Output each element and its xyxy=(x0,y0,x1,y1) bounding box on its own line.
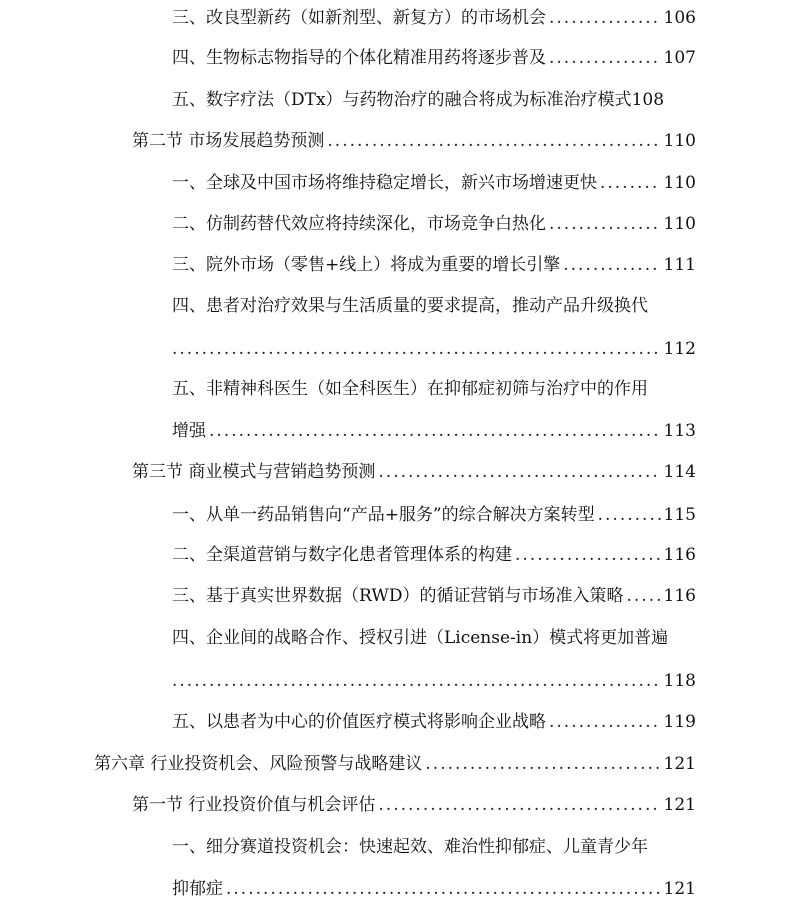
dot-leader xyxy=(563,254,660,276)
dot-leader xyxy=(209,420,661,442)
dot-leader xyxy=(549,47,661,69)
dot-leader xyxy=(549,213,661,235)
toc-entry-continuation[interactable] xyxy=(172,670,696,692)
toc-entry-continuation[interactable] xyxy=(172,420,696,442)
dot-leader xyxy=(226,878,661,900)
toc-entry-page: 110 xyxy=(663,214,696,234)
toc-entry[interactable] xyxy=(132,794,696,816)
dot-leader xyxy=(549,7,661,29)
dot-leader xyxy=(172,338,661,360)
toc-entry-title[interactable]: 一、细分赛道投资机会：快速起效、难治性抑郁症、儿童青少年 xyxy=(172,837,648,857)
toc-entry-title: 五、数字疗法（DTx）与药物治疗的融合将成为标准治疗模式 xyxy=(172,90,632,110)
toc-section-title: 第三节 商业模式与营销趋势预测 xyxy=(132,462,376,482)
toc-entry[interactable] xyxy=(132,461,696,483)
toc-entry-title[interactable]: 四、企业间的战略合作、授权引进（License-in）模式将更加普遍 xyxy=(172,628,669,648)
toc-entry[interactable] xyxy=(172,585,696,607)
dot-leader xyxy=(378,461,660,483)
toc-entry-page: 107 xyxy=(663,48,696,68)
dot-leader xyxy=(515,544,661,566)
toc-entry-page: 118 xyxy=(663,671,696,691)
toc-entry-page: 116 xyxy=(663,586,696,606)
toc-entry-page: 108 xyxy=(631,90,665,110)
toc-entry-page: 106 xyxy=(663,8,696,28)
toc-entry[interactable] xyxy=(132,130,696,152)
dot-leader xyxy=(327,130,660,152)
toc-entry-continuation[interactable] xyxy=(172,338,696,360)
dot-leader xyxy=(600,172,661,194)
toc-entry-title: 三、院外市场（零售+线上）将成为重要的增长引擎 xyxy=(172,255,561,275)
dot-leader xyxy=(378,794,660,816)
toc-entry[interactable] xyxy=(172,544,696,566)
toc-entry[interactable] xyxy=(172,7,696,29)
toc-entry-title: 一、全球及中国市场将维持稳定增长，新兴市场增速更快 xyxy=(172,173,597,193)
dot-leader xyxy=(549,711,661,733)
dot-leader xyxy=(598,504,661,526)
toc-entry-page: 110 xyxy=(663,173,696,193)
toc-entry-title[interactable]: 四、患者对治疗效果与生活质量的要求提高，推动产品升级换代 xyxy=(172,296,648,316)
toc-entry[interactable] xyxy=(172,47,696,69)
toc-section-title: 第二节 市场发展趋势预测 xyxy=(132,131,325,151)
toc-entry[interactable] xyxy=(172,254,696,276)
toc-entry-title: 三、基于真实世界数据（RWD）的循证营销与市场准入策略 xyxy=(172,586,624,606)
toc-entry-page: 111 xyxy=(663,255,696,275)
toc-entry-page: 119 xyxy=(663,712,696,732)
toc-entry[interactable] xyxy=(172,504,696,526)
toc-entry-page: 121 xyxy=(663,754,696,774)
dot-leader xyxy=(172,670,661,692)
toc-entry-page: 116 xyxy=(663,545,696,565)
toc-entry[interactable] xyxy=(172,213,696,235)
dot-leader xyxy=(425,753,660,775)
toc-entry-page: 113 xyxy=(663,421,696,441)
toc-entry[interactable] xyxy=(172,89,696,111)
toc-entry-title: 四、生物标志物指导的个体化精准用药将逐步普及 xyxy=(172,48,546,68)
dot-leader xyxy=(627,585,661,607)
toc-entry[interactable] xyxy=(172,172,696,194)
toc-entry-title: 一、从单一药品销售向“产品+服务”的综合解决方案转型 xyxy=(172,505,595,525)
toc-section-title: 第一节 行业投资价值与机会评估 xyxy=(132,795,376,815)
toc-entry-title: 三、改良型新药（如新剂型、新复方）的市场机会 xyxy=(172,8,546,28)
toc-entry-page: 112 xyxy=(663,339,696,359)
toc-chapter-entry[interactable] xyxy=(94,753,696,775)
toc-entry-title: 抑郁症 xyxy=(172,879,223,899)
toc-entry-page: 121 xyxy=(663,795,696,815)
toc-entry-page: 121 xyxy=(663,879,696,899)
toc-entry-page: 114 xyxy=(663,462,696,482)
toc-entry-page: 110 xyxy=(663,131,696,151)
toc-entry-title: 二、仿制药替代效应将持续深化，市场竞争白热化 xyxy=(172,214,546,234)
toc-entry-title: 增强 xyxy=(172,421,206,441)
toc-chapter-title: 第六章 行业投资机会、风险预警与战略建议 xyxy=(94,754,423,774)
toc-entry-page: 115 xyxy=(663,505,696,525)
toc-entry[interactable] xyxy=(172,711,696,733)
toc-entry-title: 二、全渠道营销与数字化患者管理体系的构建 xyxy=(172,545,512,565)
toc-entry-title[interactable]: 五、非精神科医生（如全科医生）在抑郁症初筛与治疗中的作用 xyxy=(172,379,648,399)
toc-entry-continuation[interactable] xyxy=(172,878,696,900)
toc-entry-title: 五、以患者为中心的价值医疗模式将影响企业战略 xyxy=(172,712,546,732)
